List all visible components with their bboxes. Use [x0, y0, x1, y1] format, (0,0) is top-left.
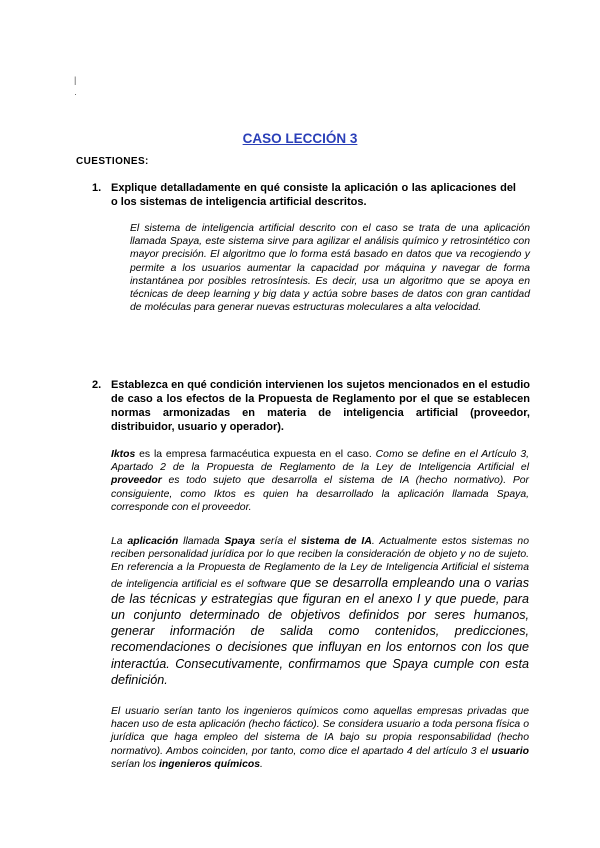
bold-term: aplicación	[127, 536, 179, 547]
answer-2-paragraph-sistema	[111, 535, 529, 688]
margin-marks	[74, 73, 77, 101]
text-run: sería el	[255, 536, 301, 547]
bold-term: usuario	[491, 745, 529, 757]
answer-1: El sistema de inteligencia artificial descrito con el caso se trata de una aplicación llamada Spaya, este sistema sirve para agilizar el análisis químico y retrosintético con mayor precisión. El algoritmo que lo forma está basado en datos que va recogiendo y permite a los usuarios aumentar la capacidad por máquina y navegar de forma instantánea por posibles retrosíntesis. Es decir, usa un algoritmo que se apoya en técnicas de deep learning y big data y actúa sobre bases de datos con gran cantidad de moléculas para generar nuevas estructuras moleculares a alta velocidad.	[130, 223, 530, 314]
question-number: 2.	[92, 379, 102, 391]
text-run: El usuario serían tanto los ingenieros químicos como aquellas empresas privadas que hacen uso de esta aplicación (hecho fáctico). Se considera usuario a toda persona física o jurídica que haga empleo del sistema de IA bajo su propia responsabilidad (hecho normativo). Ambos coinciden, por tanto, como dice el apartado 4 del artículo 3 el	[111, 706, 529, 757]
bold-term: proveedor	[111, 475, 162, 487]
text-run: Como se define en el Artículo 3, Apartado 2 de la Propuesta de Reglamento de la Ley de Inteligencia Artificial el	[111, 449, 529, 474]
question-text: Explique detalladamente en qué consiste la aplicación o las aplicaciones del o los sistemas de inteligencia artificial descritos.	[111, 182, 516, 208]
question-2	[92, 378, 530, 434]
text-run: . Actualmente estos sistemas no reciben personalidad jurídica por lo que reciben la consideración de objeto y no de sujeto. En referencia a la Propuesta de Reglamento de la Ley de Inteligencia Artificial el sistema de inteligencia artificial es el software	[111, 536, 529, 590]
text-run: es todo sujeto que desarrolla el sistema de IA (hecho normativo). Por consiguiente, como Iktos es quien ha desarrollado la aplicación llamada Spaya, corresponde con el proveedor.	[111, 475, 529, 513]
text-run: .	[259, 758, 263, 770]
text-run: serían los	[111, 758, 159, 770]
bold-term: ingenieros químicos	[158, 758, 260, 770]
text-run: llamada	[178, 536, 225, 547]
section-heading: CUESTIONES:	[76, 156, 149, 167]
page-title: CASO LECCIÓN 3	[242, 131, 358, 146]
question-text: Establezca en qué condición intervienen los sujetos mencionados en el estudio de caso a los efectos de la Propuesta de Reglamento por el que se establecen normas armonizadas en materia de inteligencia artificial (proveedor, distribuidor, usuario y operador).	[111, 379, 530, 433]
text-run: La	[111, 536, 128, 547]
answer-2-paragraph-usuario	[111, 705, 529, 771]
bold-term: sistema de IA	[300, 536, 372, 547]
question-1	[92, 181, 516, 209]
margin-mark: |	[74, 75, 77, 85]
text-run: es la empresa farmacéutica expuesta en el caso.	[135, 449, 376, 460]
margin-mark: ·	[74, 89, 77, 99]
quoted-definition: que se desarrolla empleando una o varias de las técnicas y estrategias que figuran en el anexo I y que puede, para un conjunto determinado de objetivos definidos por seres humanos, generar información de salida como contenidos, predicciones, recomendaciones o decisiones que influyan en los entornos con los que interactúa. Consecutivamente, confirmamos que Spaya cumple con esta definición.	[111, 575, 529, 687]
bold-term: Iktos	[111, 449, 136, 460]
question-number: 1.	[92, 182, 102, 194]
bold-term: Spaya	[224, 536, 256, 547]
answer-2-paragraph-proveedor	[111, 448, 529, 514]
